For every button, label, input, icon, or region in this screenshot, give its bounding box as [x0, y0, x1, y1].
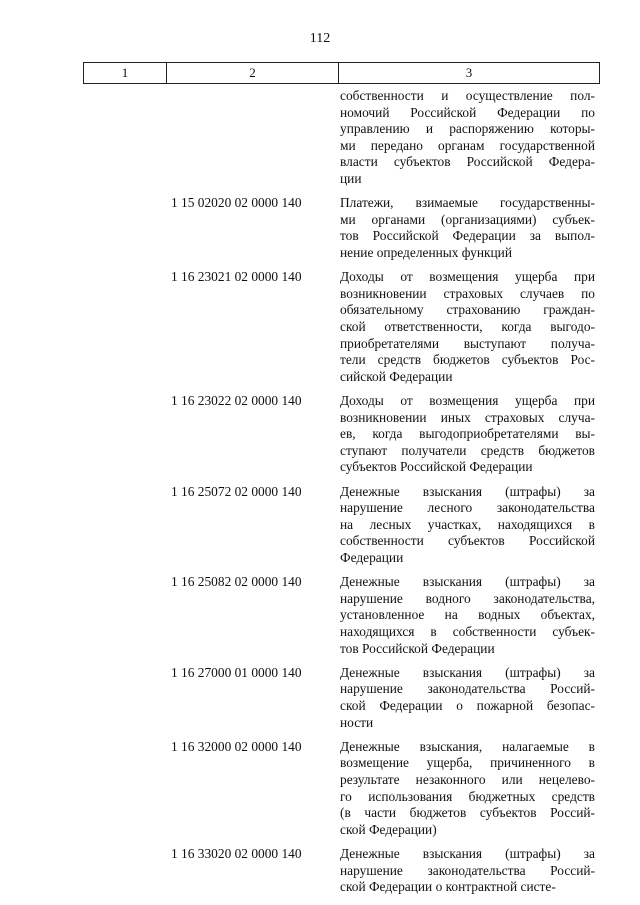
description-line: субъектов Российской Федерации	[340, 459, 533, 475]
description-line: Платежи, взимаемые государственны-	[340, 195, 595, 211]
description-line: нарушение законодательства Россий-	[340, 862, 595, 878]
table-header-row	[83, 62, 600, 84]
description-line: сийской Федерации	[340, 368, 453, 384]
description-line: ской Федерации о контрактной систе-	[340, 879, 556, 895]
description-line: ев, когда выгодоприобретателями вы-	[340, 426, 595, 442]
description-line: возникновении иных страховых случа-	[340, 409, 595, 425]
description-line: ности	[340, 714, 374, 730]
page-number: 112	[309, 31, 331, 46]
description-line: Денежные взыскания (штрафы) за	[340, 483, 595, 499]
description-line: обязательному страхованию граждан-	[340, 302, 595, 318]
row-description	[340, 269, 595, 385]
description-line: Денежные взыскания, налагаемые в	[340, 738, 595, 754]
row-description	[340, 484, 595, 567]
description-line: нарушение водного законодательства,	[340, 590, 595, 606]
description-line: установленное на водных объектах,	[340, 607, 595, 623]
row-description	[340, 574, 595, 657]
description-line: Доходы от возмещения ущерба при	[340, 269, 595, 285]
description-line: ми органами (организациями) субъек-	[340, 211, 595, 227]
description-line: Федерации	[340, 549, 404, 565]
description-line: нарушение законодательства Россий-	[340, 681, 595, 697]
description-line: власти субъектов Российской Федера-	[340, 154, 595, 170]
description-line: (в части бюджетов субъектов Россий-	[340, 805, 595, 821]
description-line: Денежные взыскания (штрафы) за	[340, 574, 595, 590]
description-line: ступают получатели средств бюджетов	[340, 442, 595, 458]
row-description	[340, 846, 595, 896]
description-line: Денежные взыскания (штрафы) за	[340, 664, 595, 680]
description-line: номочий Российской Федерации по	[340, 104, 595, 120]
description-line: возникновении страховых случаев по	[340, 285, 595, 301]
description-line: приобретателями выступают получа-	[340, 335, 595, 351]
description-line: ской Федерации)	[340, 821, 437, 837]
row-code: 1 16 33020 02 0000 140	[171, 846, 302, 861]
description-line: управлению и распоряжению которы-	[340, 121, 595, 137]
description-line: возмещение ущерба, причиненного в	[340, 755, 595, 771]
row-code: 1 16 25072 02 0000 140	[171, 483, 302, 499]
description-line: тов Российской Федерации	[340, 640, 495, 656]
row-code: 1 15 02020 02 0000 140	[171, 195, 302, 211]
description-line: собственности и осуществление пол-	[340, 88, 595, 103]
description-line: Доходы от возмещения ущерба при	[340, 393, 595, 408]
column-header-1: 1	[84, 63, 167, 83]
description-line: го использования бюджетных средств	[340, 788, 595, 804]
row-description	[340, 393, 595, 476]
row-code: 1 16 23022 02 0000 140	[171, 393, 302, 408]
description-line: ции	[340, 170, 362, 186]
row-description	[340, 739, 595, 839]
row-code: 1 16 25082 02 0000 140	[171, 574, 302, 590]
description-line: на лесных участках, находящихся в	[340, 516, 595, 532]
description-line: находящихся в собственности субъек-	[340, 623, 595, 639]
description-line: тов Российской Федерации за выпол-	[340, 228, 595, 244]
description-line: ми передано органам государственной	[340, 137, 595, 153]
row-code: 1 16 23021 02 0000 140	[171, 269, 302, 285]
description-line: нарушение лесного законодательства	[340, 500, 595, 516]
description-line: тели средств бюджетов субъектов Рос-	[340, 352, 595, 368]
row-description	[340, 195, 595, 261]
description-line: ской Федерации о пожарной безопас-	[340, 697, 595, 713]
row-code: 1 16 32000 02 0000 140	[171, 738, 302, 754]
description-line: результате незаконного или нецелево-	[340, 771, 595, 787]
description-line: ской ответственности, когда выгодо-	[340, 318, 595, 334]
row-description	[340, 665, 595, 731]
description-line: собственности субъектов Российской	[340, 533, 595, 549]
continuation-description	[340, 88, 595, 188]
description-line: Денежные взыскания (штрафы) за	[340, 846, 595, 861]
description-line: нение определенных функций	[340, 244, 513, 260]
column-header-2: 2	[167, 63, 339, 83]
row-code: 1 16 27000 01 0000 140	[171, 664, 302, 680]
column-header-3: 3	[465, 65, 473, 80]
